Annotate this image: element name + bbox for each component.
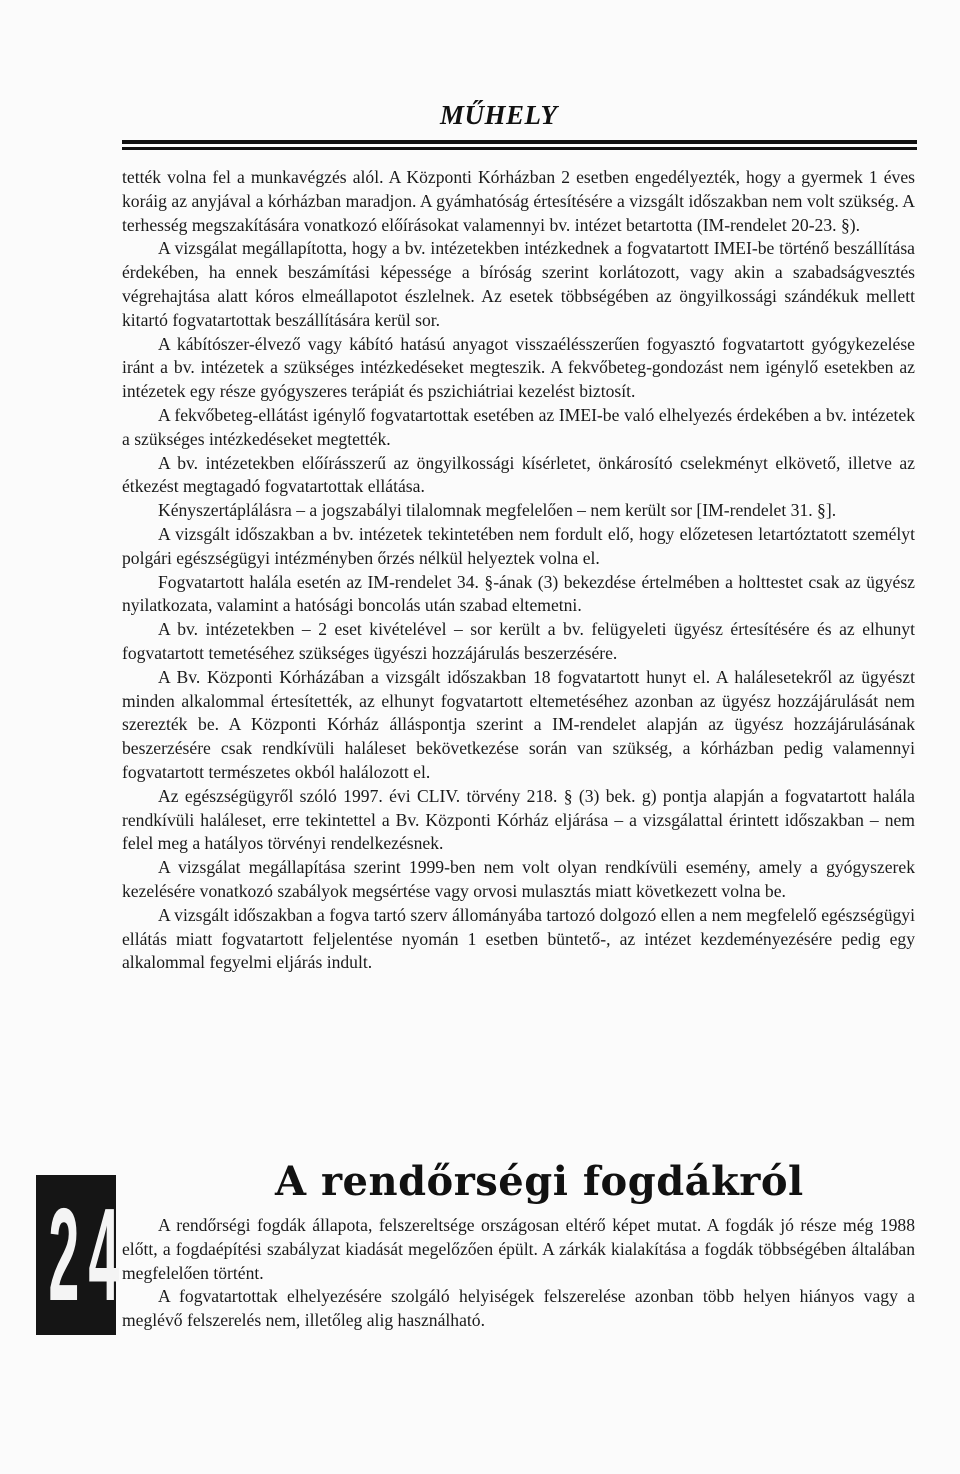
body-paragraph: A Bv. Központi Kórházában a vizsgált időszakban 18 fogvatartott hunyt el. A halálesetekről az ügyészt minden alkalommal értesítették, az elhunyt fogvatartott eltemetéséhez azonban az ügyész hozzájárulását nem szerezték be. A Központi Kórház álláspontja szerint a IM-rendelet alapján az ügyész hozzájárulásának beszerzésére csak rendkívüli haláleset bekövetkezése során van szükség, a kórházban pedig valamennyi fogvatartott természetes okból halálozott el.	[122, 666, 915, 782]
body-paragraph: A kábítószer-élvező vagy kábító hatású anyagot visszaélésszerűen fogyasztó fogvatartott gyógykezelése iránt a bv. intézetek a szükséges intézkedéseket megteszik. A fekvőbeteg-gondozást nem igénylő esetekben az intézetek egy része gyógyszeres terápiát és pszichiátriai kezelést biztosít.	[122, 333, 915, 402]
body-paragraph: Az egészségügyről szóló 1997. évi CLIV. törvény 218. § (3) bek. g) pontja alapján a fogvatartott halála rendkívüli haláleset, erre tekintettel a Bv. Központi Kórház eljárása – a vizsgálattal érintett időszakban – nem felel meg a hatályos törvényi rendelkezésnek.	[122, 785, 915, 854]
body-paragraph: A bv. intézetekben – 2 eset kivételével – sor került a bv. felügyeleti ügyész értesítésére és az elhunyt fogvatartott temetéséhez szükséges ügyészi hozzájárulás beszerzésére.	[122, 619, 915, 663]
body-paragraph: A fekvőbeteg-ellátást igénylő fogvatartottak esetében az IMEI-be való elhelyezés érdekében a bv. intézetek a szükséges intézkedéseket megtették.	[122, 404, 915, 449]
header-rule-thick	[122, 140, 917, 144]
section-number-tab	[36, 1175, 120, 1335]
section-number-digit: 4	[88, 1181, 120, 1328]
body-paragraph: A vizsgált időszakban a fogva tartó szerv állományába tartozó dolgozó ellen a nem megfelelő egészségügyi ellátás miatt fogvatartott feljelentése nyomán 1 esetben büntető-, az intézet kezdeményezésére pedig egy alkalommal fegyelmi eljárás indult.	[122, 904, 915, 973]
body-paragraph: Kényszertáplálásra – a jogszabályi tilalomnak megfelelően – nem került sor [IM-rendelet 31. §].	[158, 500, 837, 521]
body-paragraph: A vizsgálat megállapítása szerint 1999-ben nem volt olyan rendkívüli esemény, amely a gyógyszerek kezelésére vonatkozó szabályok megsértése vagy orvosi mulasztás miatt következett volna be.	[122, 857, 915, 901]
body-text	[122, 166, 915, 975]
section-heading: A rendőrségi fogdákról	[275, 1158, 804, 1205]
header-rule-thin	[122, 147, 917, 150]
section-paragraph: A rendőrségi fogdák állapota, felszereltsége országosan eltérő képet mutat. A fogdák jó része még 1988 előtt, a fogdaépítési szabályzat kiadását megelőzően épült. A zárkák kialakítása a fogdák többségében általában megfelelően történt.	[122, 1215, 915, 1283]
body-paragraph: A bv. intézetekben előírásszerű az öngyilkossági kísérletet, önkárosító cselekményt elkövető, illetve az étkezést megtagadó fogvatartottak ellátása.	[122, 452, 915, 497]
section-paragraph: A fogvatartottak elhelyezésére szolgáló helyiségek felszerelése azonban több helyen hiányos vagy a meglévő felszerelés nem, illetőleg alig használható.	[122, 1286, 915, 1331]
body-paragraph: A vizsgálat megállapította, hogy a bv. intézetekben intézkednek a fogvatartott IMEI-be történő beszállítása érdekében, ha ennek beszámítási képessége a bíróság szerint korlátozott, vagy akin a szabadságvesztés végrehajtása alatt kóros elmeállapotot észlelnek. Az esetek többségében az öngyilkossági szándékuk mellett kitartó fogvatartottak beszállítására kerül sor.	[122, 238, 915, 330]
section-text	[122, 1214, 915, 1333]
body-paragraph: tették volna fel a munkavégzés alól. A Központi Kórházban 2 esetben engedélyezték, hogy a gyermek 1 éves koráig az anyjával a kórházban maradjon. A gyámhatóság értesítésére a vizsgált időszakban nem volt szükség. A terhesség megszakítására vonatkozó előírásokat valamennyi bv. intézet betartotta (IM-rendelet 20-23. §).	[122, 167, 915, 235]
section-number-digit: 2	[48, 1181, 80, 1328]
page-header-title: MŰHELY	[440, 100, 558, 130]
body-paragraph: A vizsgált időszakban a bv. intézetek tekintetében nem fordult elő, hogy előzetesen letartóztatott személyt polgári egészségügyi intézményben őrzés nélkül helyeztek volna el.	[122, 523, 915, 568]
body-paragraph: Fogvatartott halála esetén az IM-rendelet 34. §-ának (3) bekezdése értelmében a holttestet csak az ügyész nyilatkozata, valamint a hatósági boncolás után szabad eltemetni.	[122, 571, 915, 616]
